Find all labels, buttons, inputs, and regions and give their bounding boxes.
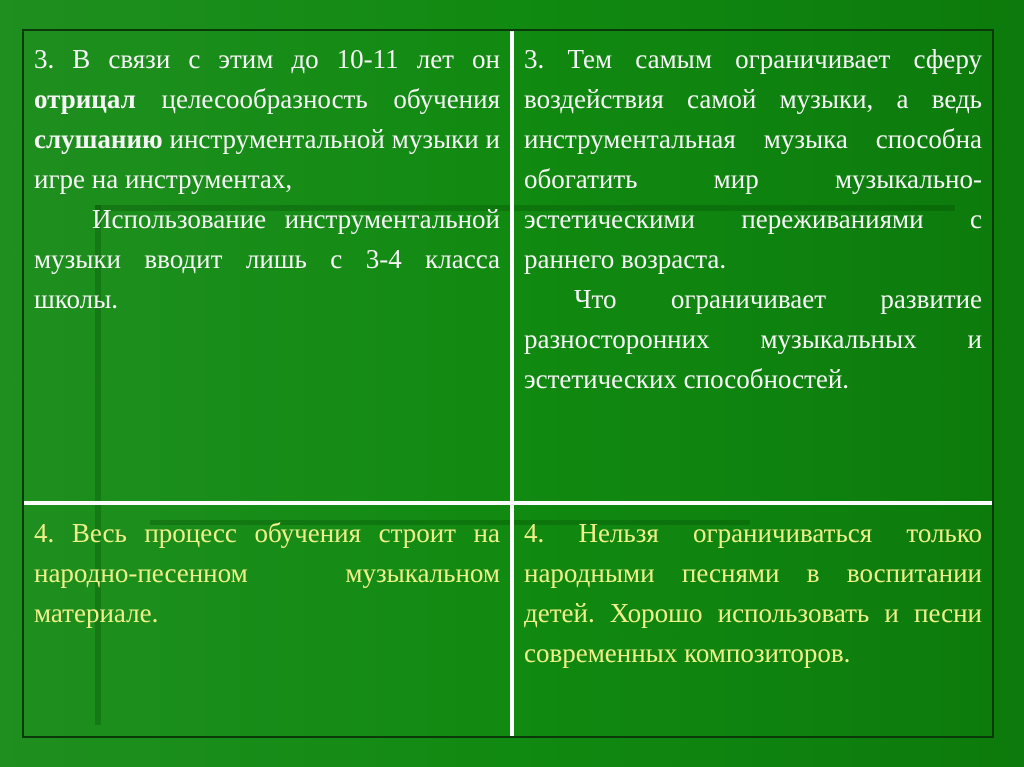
paragraph — [34, 39, 500, 199]
paragraph: 4. Нельзя ограничиваться только народными песнями в воспитании детей. Хорошо использовать и песни современных композиторов. — [524, 518, 982, 668]
paragraph: 4. Весь процесс обучения строит на народно-песенном музыкальном материале. — [34, 518, 500, 628]
bold-text: отрицал — [34, 84, 136, 114]
text: инструментальной музыки и игре на инструментах, — [34, 124, 500, 194]
cell-bottom-right — [514, 505, 992, 736]
vertical-divider — [510, 31, 514, 736]
paragraph: Использование инструментальной музыки вводит лишь с 3-4 класса школы. — [34, 204, 500, 314]
text: целесообразность обучения — [135, 84, 500, 114]
text: 3. В связи с этим до 10-11 лет он — [34, 44, 500, 74]
comparison-table — [22, 29, 994, 738]
horizontal-divider — [24, 501, 992, 505]
bold-text: слушанию — [34, 124, 163, 154]
paragraph: Что ограничивает развитие разносторонних музыкальных и эстетических способностей. — [524, 284, 982, 394]
cell-top-left — [24, 31, 510, 501]
paragraph: 3. Тем самым ограничивает сферу воздействия самой музыки, а ведь инструментальная музыка способна обогатить мир музыкально-эстетическими переживаниями с раннего возраста. — [524, 44, 982, 274]
cell-bottom-left — [24, 505, 510, 736]
cell-top-right — [514, 31, 992, 501]
